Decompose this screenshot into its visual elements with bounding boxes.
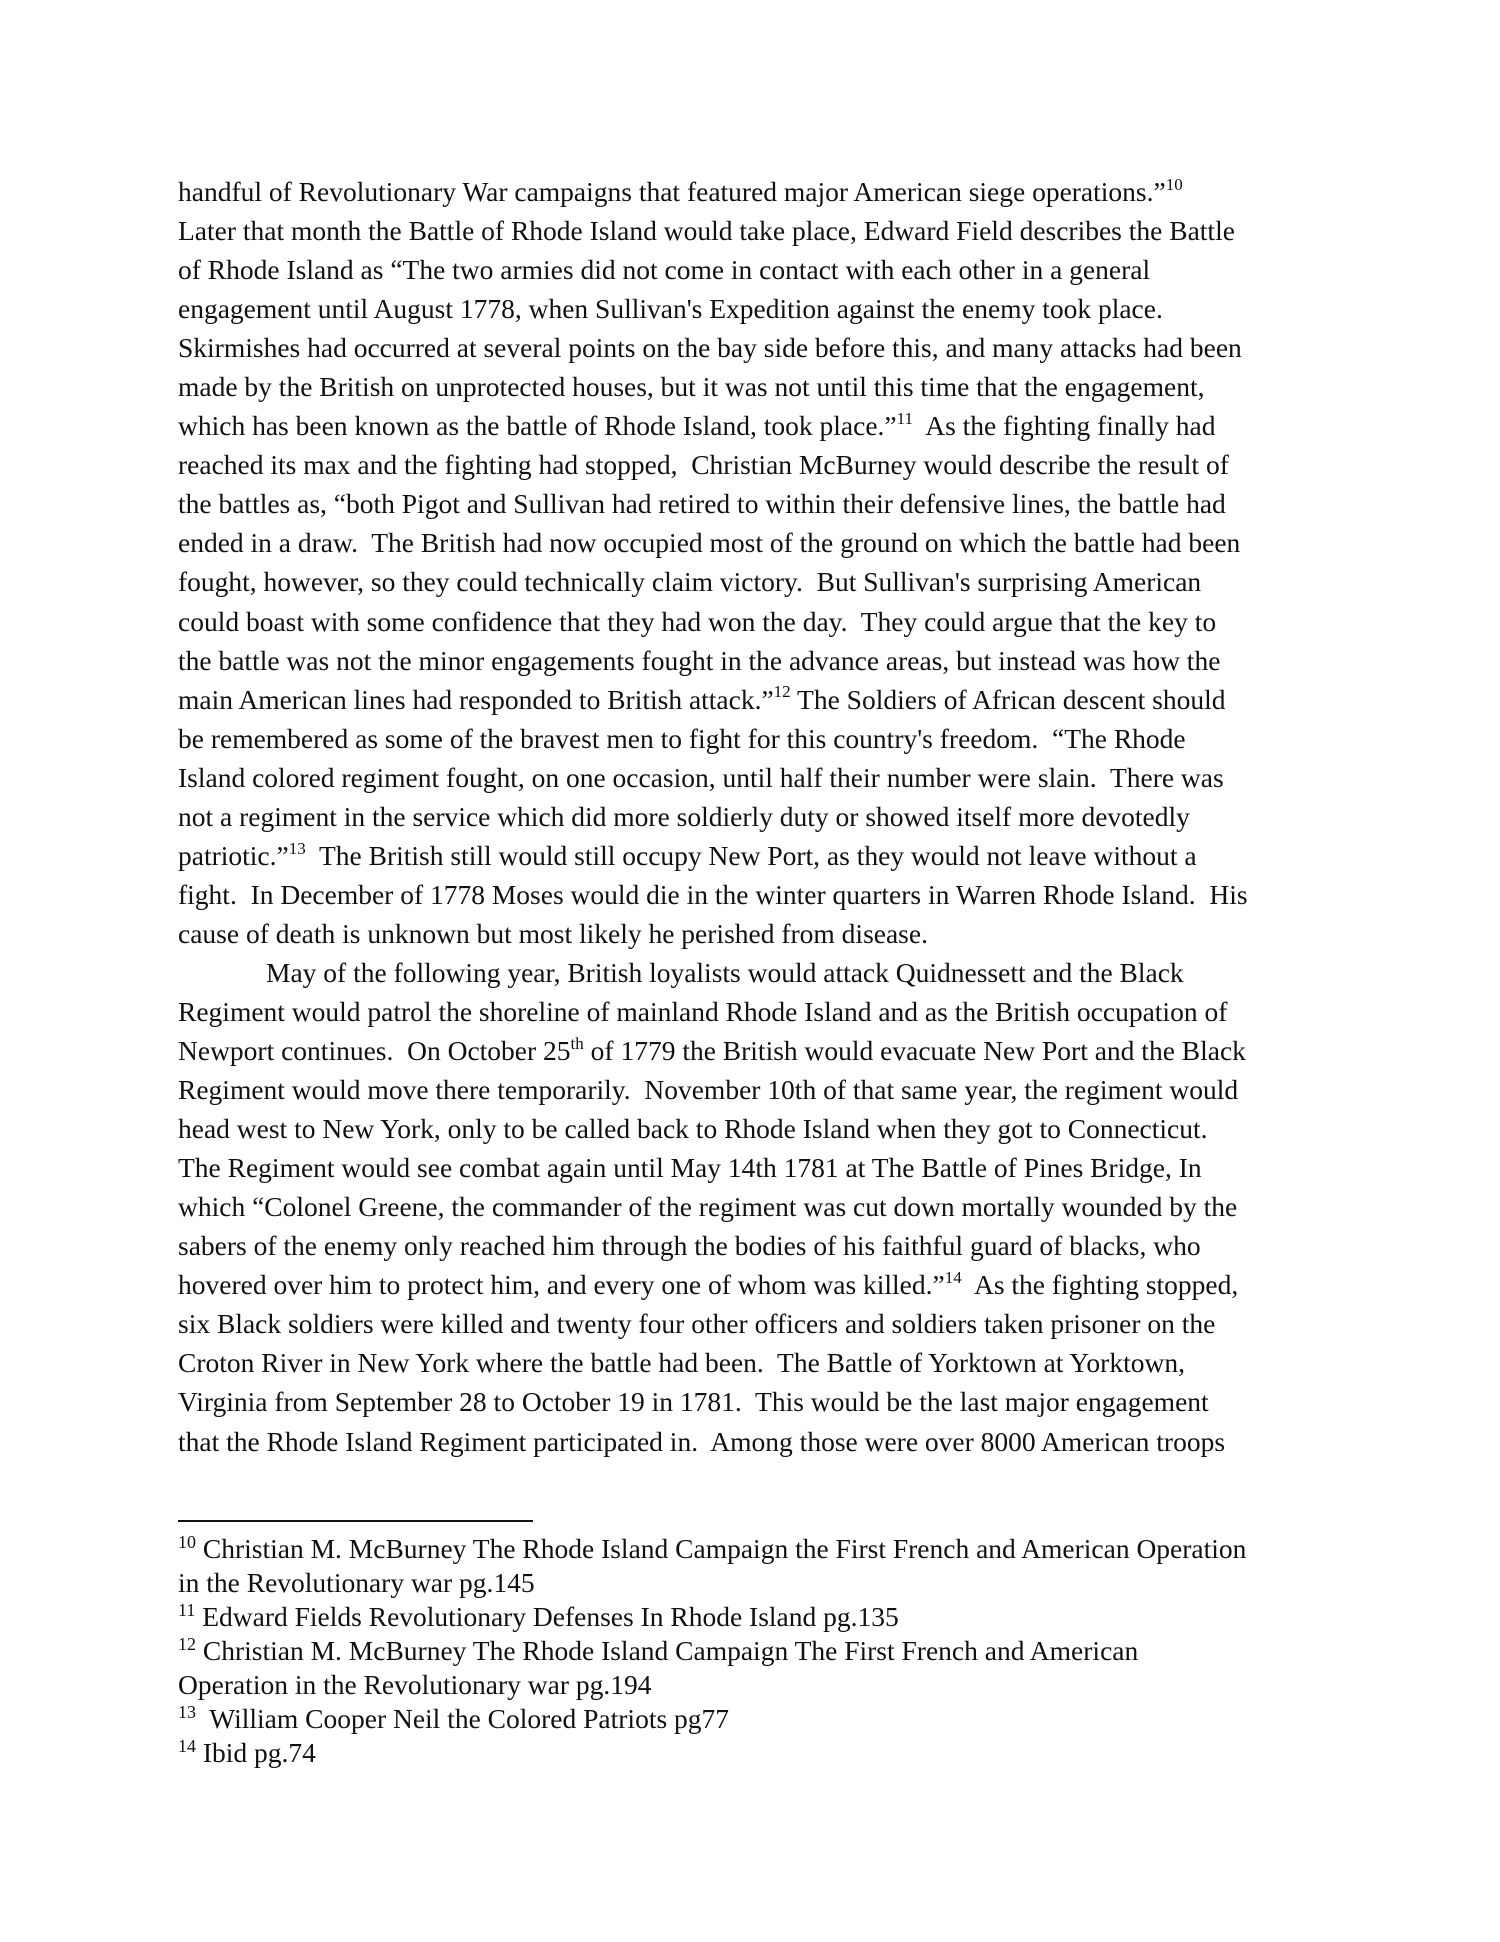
footnote-text: Christian M. McBurney The Rhode Island Campaign The First French and American [202, 1635, 1139, 1666]
line-text-continued: The British still would still occupy New Port, as they would not leave without a [305, 839, 1197, 871]
footnote-ref: 14 [944, 1268, 962, 1288]
line-text: ended in a draw. The British had now occupied most of the ground on which the battle had been [178, 527, 1241, 559]
text-line [178, 1265, 1328, 1304]
text-line [178, 914, 1328, 953]
body-text [178, 172, 1328, 1461]
text-line [178, 992, 1328, 1031]
footnote-text: Operation in the Revolutionary war pg.194 [178, 1669, 652, 1700]
footnote-line [178, 1634, 1328, 1668]
line-text: hovered over him to protect him, and every one of whom was killed.” [178, 1269, 945, 1301]
footnote-text: in the Revolutionary war pg.145 [178, 1567, 535, 1598]
text-line [178, 328, 1328, 367]
line-text: Later that month the Battle of Rhode Island would take place, Edward Field describes the Battle [178, 215, 1235, 247]
text-line [178, 289, 1328, 328]
line-text: The Regiment would see combat again until May 14th 1781 at The Battle of Pines Bridge, In [178, 1152, 1202, 1184]
line-text: May of the following year, British loyalists would attack Quidnessett and the Black [266, 956, 1184, 988]
text-line [178, 1382, 1328, 1421]
line-text: made by the British on unprotected houses, but it was not until this time that the engagement, [178, 371, 1205, 403]
line-text: be remembered as some of the bravest men to fight for this country's freedom. “The Rhode [178, 722, 1186, 754]
line-text: cause of death is unknown but most likely he perished from disease. [178, 917, 928, 949]
line-text: Regiment would move there temporarily. November 10th of that same year, the regiment would [178, 1074, 1239, 1106]
text-line [178, 1031, 1328, 1070]
line-text: the battles as, “both Pigot and Sullivan had retired to within their defensive lines, the battle had [178, 488, 1226, 520]
line-text: Newport continues. On October 25 [178, 1035, 571, 1067]
footnote-line [178, 1736, 1328, 1770]
footnote-separator [178, 1520, 533, 1522]
footnote-number: 10 [178, 1531, 196, 1552]
line-text: not a regiment in the service which did more soldierly duty or showed itself more devotedly [178, 800, 1190, 832]
line-text: engagement until August 1778, when Sullivan's Expedition against the enemy took place. [178, 293, 1163, 325]
line-text: fought, however, so they could technically claim victory. But Sullivan's surprising American [178, 566, 1202, 598]
footnote-ref: 12 [773, 682, 791, 702]
line-text: which has been known as the battle of Rhode Island, took place.” [178, 410, 897, 442]
footnote-line [178, 1702, 1328, 1736]
footnote-ref: th [570, 1033, 584, 1053]
text-line [178, 562, 1328, 601]
text-line [178, 758, 1328, 797]
text-line [178, 641, 1328, 680]
text-line [178, 523, 1328, 562]
text-line [178, 1187, 1328, 1226]
footnote-ref: 11 [896, 409, 913, 429]
text-line [178, 1148, 1328, 1187]
text-line [178, 445, 1328, 484]
footnote-line [178, 1668, 1328, 1702]
footnote-text: Ibid pg.74 [202, 1737, 316, 1768]
text-line [178, 1343, 1328, 1382]
line-text: main American lines had responded to British attack.” [178, 683, 774, 715]
footnote-text: William Cooper Neil the Colored Patriots pg77 [202, 1703, 730, 1734]
footnote-ref: 10 [1165, 174, 1183, 194]
footnote-ref: 13 [288, 838, 306, 858]
line-text: patriotic.” [178, 839, 289, 871]
footnote-number: 11 [178, 1599, 196, 1620]
footnote-number: 13 [178, 1701, 196, 1722]
text-line [178, 1226, 1328, 1265]
line-text: handful of Revolutionary War campaigns that featured major American siege operations.” [178, 176, 1166, 207]
line-text: reached its max and the fighting had stopped, Christian McBurney would describe the result of [178, 449, 1229, 481]
footnote-number: 14 [178, 1735, 196, 1756]
text-line [178, 211, 1328, 250]
footnote-line [178, 1532, 1328, 1566]
text-line [178, 797, 1328, 836]
line-text: Regiment would patrol the shoreline of mainland Rhode Island and as the British occupation of [178, 995, 1228, 1027]
line-text: of Rhode Island as “The two armies did not come in contact with each other in a general [178, 254, 1151, 286]
text-line [178, 1422, 1328, 1461]
text-line [178, 719, 1328, 758]
text-line [178, 484, 1328, 523]
footnote-number: 12 [178, 1633, 196, 1654]
text-line [178, 250, 1328, 289]
text-line [178, 1304, 1328, 1343]
line-text: could boast with some confidence that they had won the day. They could argue that the key to [178, 605, 1217, 637]
line-text-continued: The Soldiers of African descent should [790, 683, 1226, 715]
text-line [178, 875, 1328, 914]
line-text: sabers of the enemy only reached him through the bodies of his faithful guard of blacks, who [178, 1230, 1201, 1262]
footnote-line [178, 1600, 1328, 1634]
text-line [178, 1070, 1328, 1109]
line-text: six Black soldiers were killed and twenty four other officers and soldiers taken prisoner on the [178, 1308, 1216, 1340]
footnotes [178, 1532, 1328, 1770]
line-text: that the Rhode Island Regiment participated in. Among those were over 8000 American troops [178, 1425, 1226, 1457]
line-text-continued: As the fighting stopped, [961, 1269, 1239, 1301]
text-line [178, 172, 1328, 211]
footnote-text: Christian M. McBurney The Rhode Island Campaign the First French and American Operation [202, 1533, 1247, 1564]
line-text-continued: of 1779 the British would evacuate New Port and the Black [583, 1035, 1246, 1067]
text-line [178, 602, 1328, 641]
line-text: Island colored regiment fought, on one occasion, until half their number were slain. There was [178, 761, 1224, 793]
text-line [178, 680, 1328, 719]
footnote-line [178, 1566, 1328, 1600]
line-text: Virginia from September 28 to October 19 in 1781. This would be the last major engagement [178, 1386, 1209, 1418]
text-line [178, 367, 1328, 406]
text-line [178, 836, 1328, 875]
line-text: Skirmishes had occurred at several points on the bay side before this, and many attacks had been [178, 332, 1242, 364]
footnote-text: Edward Fields Revolutionary Defenses In Rhode Island pg.135 [202, 1601, 899, 1632]
line-text: fight. In December of 1778 Moses would die in the winter quarters in Warren Rhode Island. His [178, 878, 1248, 910]
line-text: head west to New York, only to be called back to Rhode Island when they got to Connecticut. [178, 1113, 1208, 1145]
line-text: which “Colonel Greene, the commander of the regiment was cut down mortally wounded by the [178, 1191, 1238, 1223]
line-text: the battle was not the minor engagements fought in the advance areas, but instead was how the [178, 644, 1221, 676]
text-line [178, 406, 1328, 445]
text-line [178, 1109, 1328, 1148]
line-text-continued: As the fighting finally had [913, 410, 1216, 442]
text-line [178, 953, 1328, 992]
line-text: Croton River in New York where the battle had been. The Battle of Yorktown at Yorktown, [178, 1347, 1185, 1379]
